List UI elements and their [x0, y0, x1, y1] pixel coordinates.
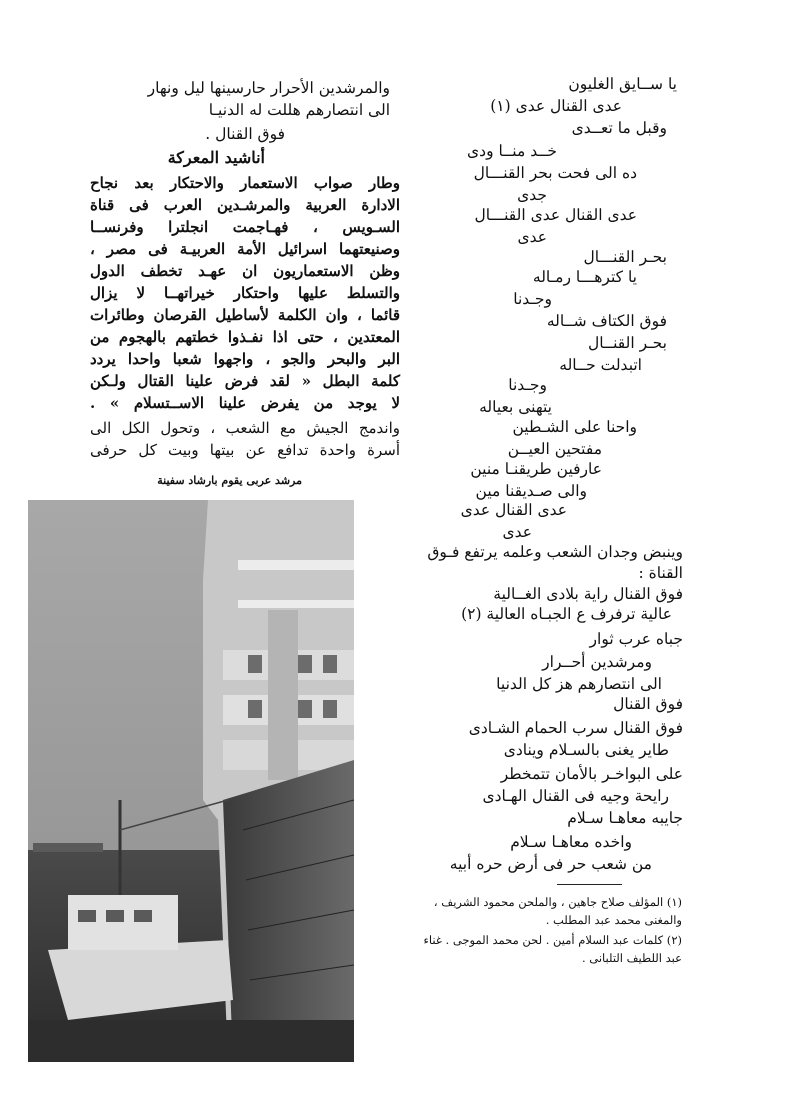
- footnote-2: (٢) كلمات عبد السلام أمين . لحن محمد الموجى . غناء: [423, 933, 682, 947]
- prose-line: وصنيعتهما اسرائيل الأمة العربيـة فى مصر ،: [90, 240, 400, 258]
- poem-line: الى انتصارهم هز كل الدنيا: [496, 675, 662, 693]
- distant-ship: [33, 843, 103, 852]
- poem-line: عدى القنال عدى القنـــال: [474, 206, 637, 224]
- left-verse-line: فوق القنال .: [205, 125, 285, 143]
- poem-line: فوق القنال سرب الحمام الشـادى: [468, 719, 683, 737]
- prose-line: البر والبحر والجو ، واجهوا شعبا واحدا يردد: [90, 350, 400, 368]
- poem-line: عدى القنال عدى: [460, 501, 567, 519]
- prose-line: الادارة العربية والمرشـدين العرب فى قناة: [90, 196, 400, 214]
- prose-line: وظن الاستعماريون ان عهـد تخطف الدول: [90, 262, 400, 280]
- poem-line: عالية ترفرف ع الجبـاه العالية (٢): [461, 605, 672, 623]
- poem-line: مفتحين العيــن: [507, 440, 602, 458]
- poem-line: رايحة وجيه فى القنال الهـادى: [482, 787, 669, 805]
- footnote-divider: [557, 884, 622, 885]
- prose-line: المعتدين ، حتى اذا نفـذوا خطتهم بالهجوم من: [90, 328, 400, 346]
- poem-line: وقبل ما تعــدى: [571, 119, 667, 137]
- poem-line: عارفين طريقنـا منين: [470, 460, 602, 478]
- prose-line: واندمج الجيش مع الشعب ، وتحول الكل الى: [90, 419, 400, 437]
- prose-line: السـويس ، فهـاجمت انجلترا وفرنســا: [90, 218, 400, 236]
- poem-line: عدى: [517, 228, 547, 246]
- poem-line: يا كترهـــا رمـاله: [532, 268, 637, 286]
- poem-line: القناة :: [638, 564, 683, 582]
- poem-line: واخده معاهـا سـلام: [510, 833, 632, 851]
- prose-line: وطار صواب الاستعمار والاحتكار بعد نجاح: [90, 174, 400, 192]
- prose-line: والتسلط عليها واحتكار خيراتهــا لا يزال: [90, 284, 400, 302]
- poem-line: خــد منــا ودى: [467, 142, 557, 160]
- footnote-2-cont: عبد اللطيف التلبانى .: [581, 951, 682, 965]
- poem-line: وجـدنا: [508, 376, 547, 394]
- prose-line: أسرة واحدة تدافع عن بيتها وبيت كل حرفى: [90, 441, 400, 459]
- poem-line: وينبض وجدان الشعب وعلمه يرتفع فـوق: [427, 543, 683, 561]
- ship-funnel: [268, 610, 298, 780]
- poem-line: بحـر القنـــال: [583, 248, 667, 266]
- poem-line: بحـر القنــال: [588, 334, 667, 352]
- poem-line: فوق الكتاف شــاله: [546, 312, 667, 330]
- poem-line: يتهنى بعياله: [479, 398, 552, 416]
- poem-line: فوق القنال راية بلادى الغــالية: [493, 585, 683, 603]
- poem-line: فوق القنال: [613, 695, 683, 713]
- poem-line: واحنا على الشـطين: [512, 418, 637, 436]
- poem-line: جدى: [517, 186, 547, 204]
- prose-line: لا يوجد من يفرض علينا الاســتسلام » .: [90, 394, 400, 412]
- poem-line: وجـدنا: [513, 290, 552, 308]
- left-verse-line: والمرشدين الأحرار حارسينها ليل ونهار: [147, 79, 390, 97]
- poem-line: من شعب حر فى أرض حره أبيه: [449, 855, 652, 873]
- ship-photo-graphic: [28, 500, 354, 1062]
- poem-line: جباه عرب ثوار: [589, 630, 683, 648]
- footnote-1: (١) المؤلف صلاح جاهين ، والملحن محمود الشريف ،: [433, 895, 682, 909]
- poem-line: عدى القنال عدى (١): [490, 97, 622, 115]
- left-verse-line: الى انتصارهم هللت له الدنيـا: [208, 101, 390, 119]
- poem-line: ومرشدين أحــرار: [542, 653, 652, 671]
- poem-line: طاير يغنى بالسـلام وينادى: [503, 741, 669, 759]
- poem-line: عدى: [502, 523, 532, 541]
- poem-line: يا ســايق الغليون: [568, 75, 677, 93]
- section-title: أناشيد المعركة: [167, 148, 265, 167]
- poem-line: جايبه معاهـا سـلام: [567, 809, 683, 827]
- prose-line: كلمة البطل « لقد فرض علينا القتال ولـكن: [90, 372, 400, 390]
- poem-line: على البواخـر بالأمان تتمخطر: [500, 765, 683, 783]
- photo-caption: مرشد عربى يقوم بارشاد سفينة: [157, 474, 302, 487]
- poem-line: ده الى فحت بحر القنـــال: [473, 164, 637, 182]
- poem-line: اتبدلت حــاله: [559, 356, 642, 374]
- footnote-1-cont: والمغنى محمد عبد المطلب .: [545, 913, 682, 927]
- poem-line: والى صـديقنا مين: [475, 482, 587, 500]
- ship-photo: [28, 500, 354, 1062]
- pilot-boat-cabin: [68, 895, 178, 950]
- prose-line: قائما ، وان الكلمة لأساطيل القرصان وطائرات: [90, 306, 400, 324]
